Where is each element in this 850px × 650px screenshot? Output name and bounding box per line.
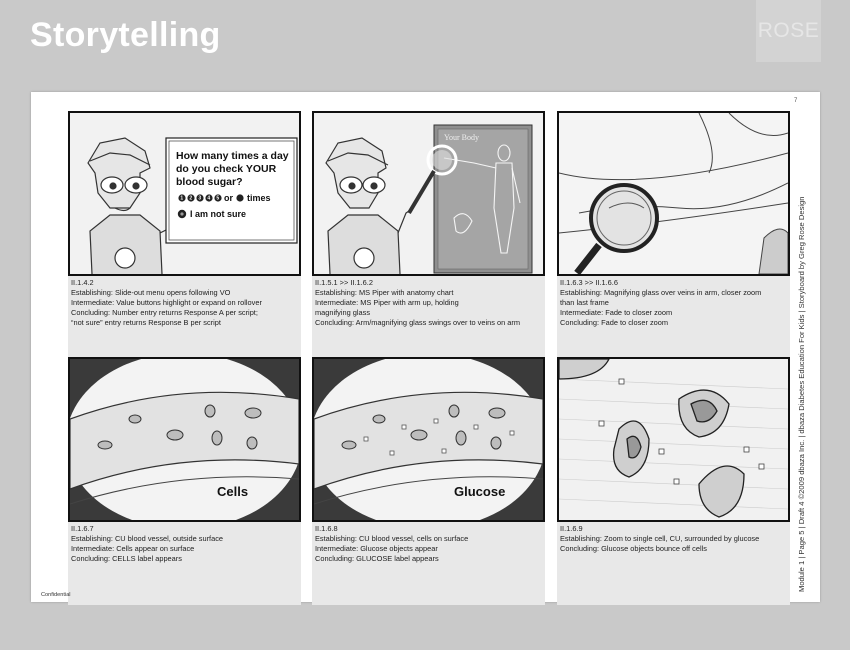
caption-line: Intermediate: Cells appear on surface [71, 544, 195, 553]
caption-line: Concluding: CELLS label appears [71, 554, 182, 563]
panel-caption [312, 522, 545, 605]
caption-line: II.1.6.8 [315, 524, 338, 533]
panel-illustration [70, 359, 299, 520]
storyboard-sheet [31, 92, 820, 602]
caption-line: II.1.6.3 >> II.1.6.6 [560, 278, 618, 287]
panel-caption [68, 276, 301, 359]
value-label: 1 [180, 195, 184, 202]
panel-illustration [70, 113, 299, 274]
caption-line: Concluding: Arm/magnifying glass swings over to veins on arm [315, 318, 520, 327]
caption-line: Establishing: Slide-out menu opens following VO [71, 288, 231, 297]
chart-label: Your Body [444, 133, 479, 142]
panel-frame [312, 357, 545, 522]
caption-line: “not sure” entry returns Response B per script [71, 318, 221, 327]
value-label: 4 [207, 195, 211, 202]
caption-line: Concluding: GLUCOSE label appears [315, 554, 439, 563]
caption-line: Intermediate: Value buttons highlight or expand on rollover [71, 298, 262, 307]
caption-line: II.1.6.9 [560, 524, 583, 533]
value-label: 2 [189, 195, 193, 202]
panel-illustration [314, 113, 543, 274]
caption-line: Concluding: Fade to closer zoom [560, 318, 669, 327]
panel-caption [312, 276, 545, 359]
caption-line: Establishing: Zoom to single cell, CU, surrounded by glucose [560, 534, 760, 543]
value-label: 3 [198, 195, 202, 202]
caption-line: II.1.6.7 [71, 524, 94, 533]
question-line: do you check YOUR [176, 163, 277, 175]
value-label: 5 [216, 195, 220, 202]
caption-line: Establishing: MS Piper with anatomy chart [315, 288, 454, 297]
caption-line: Concluding: Number entry returns Response A per script; [71, 308, 258, 317]
question-line: blood sugar? [176, 176, 243, 188]
panel-frame [557, 111, 790, 276]
caption-line: Establishing: CU blood vessel, cells on surface [315, 534, 469, 543]
panel-illustration [314, 359, 543, 520]
logo: ROSE [756, 0, 821, 62]
panel-frame [68, 111, 301, 276]
page-number: 7 [794, 98, 798, 104]
panel-frame [312, 111, 545, 276]
panel-illustration [559, 359, 788, 520]
caption-line: Establishing: Magnifying glass over veins in arm, closer zoom [560, 288, 762, 297]
caption-line: Concluding: Glucose objects bounce off cells [560, 544, 707, 553]
caption-line: than last frame [560, 298, 609, 307]
caption-line: Intermediate: MS Piper with arm up, holding [315, 298, 459, 307]
caption-line: II.1.4.2 [71, 278, 94, 287]
caption-line: II.1.5.1 >> II.1.6.2 [315, 278, 373, 287]
panel-caption [68, 522, 301, 605]
panel-frame [557, 357, 790, 522]
panel-caption [557, 276, 790, 359]
storyboard-credit: Module 1 | Page 5 | Draft 4 ©2009 dbaza Inc. | dbaza Diabetes Education For Kids | Storyboard by Greg Rose Design [797, 196, 806, 592]
caption-line: magnifying glass [315, 308, 371, 317]
page-title: Storytelling [30, 16, 221, 54]
question-line: How many times a day [176, 150, 289, 162]
value-button-6[interactable] [236, 194, 243, 201]
caption-line: Intermediate: Fade to closer zoom [560, 308, 673, 317]
panel-frame [68, 357, 301, 522]
frame-label: Cells [217, 484, 249, 499]
or-label: or [224, 193, 233, 203]
panel-caption [557, 522, 790, 605]
frame-label: Glucose [454, 484, 506, 499]
not-sure-label: I am not sure [190, 209, 247, 219]
caption-line: Intermediate: Glucose objects appear [315, 544, 438, 553]
panel-illustration [559, 113, 788, 274]
caption-line: Establishing: CU blood vessel, outside surface [71, 534, 223, 543]
confidential-label: Confidential [41, 592, 71, 598]
times-label: times [247, 193, 271, 203]
